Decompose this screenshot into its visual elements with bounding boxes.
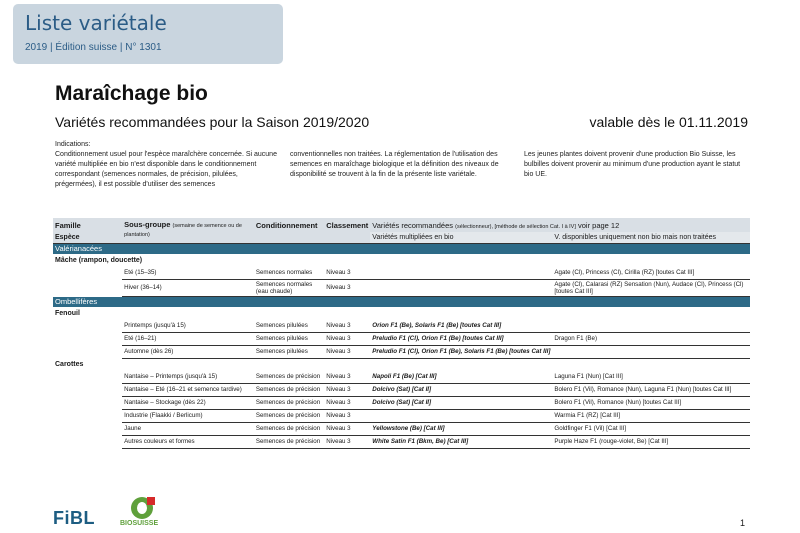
section-row bbox=[53, 243, 750, 254]
cell-conditionnement: Semences pilulées bbox=[254, 319, 324, 332]
cell-bio bbox=[370, 279, 552, 296]
cell-sous-groupe: Nantaise – Stockage (dès 22) bbox=[122, 396, 254, 409]
cell-bio: Dolcivo (Sat) [Cat II] bbox=[370, 383, 552, 396]
cell-conditionnement: Semences de précision bbox=[254, 435, 324, 448]
cell-sous-groupe: Eté (16–21) bbox=[122, 332, 254, 345]
group-row bbox=[53, 358, 750, 370]
table-row bbox=[53, 383, 750, 396]
table-row bbox=[53, 279, 750, 296]
cell-classement: Niveau 3 bbox=[324, 319, 370, 332]
cell-non-bio: Agate (Cl), Calarasi (RZ) Sensation (Nun), Audace (Cl), Princess (Cl) [toutes Cat III] bbox=[552, 279, 750, 296]
document-title: Liste variétale bbox=[25, 11, 167, 35]
table-row bbox=[53, 319, 750, 332]
page-number: 1 bbox=[739, 518, 745, 528]
header-non-bio: V. disponibles uniquement non bio mais non traitées bbox=[552, 232, 750, 243]
cell-sous-groupe: Nantaise – Printemps (jusqu'à 15) bbox=[122, 370, 254, 383]
cell-bio: Preludio F1 (Cl), Orion F1 (Be), Solaris F1 (Be) [toutes Cat III] bbox=[370, 345, 552, 358]
cell-classement: Niveau 3 bbox=[324, 383, 370, 396]
cell-conditionnement: Semences de précision bbox=[254, 383, 324, 396]
cell-classement: Niveau 3 bbox=[324, 435, 370, 448]
cell-conditionnement: Semences de précision bbox=[254, 422, 324, 435]
cell-non-bio: Agate (Cl), Princess (Cl), Cirilla (RZ) [toutes Cat III] bbox=[552, 266, 750, 279]
main-title: Maraîchage bio bbox=[55, 82, 208, 105]
cell-classement: Niveau 3 bbox=[324, 396, 370, 409]
cell-sous-groupe: Industrie (Flaakki / Berlicum) bbox=[122, 409, 254, 422]
variety-table bbox=[53, 218, 750, 449]
cell-sous-groupe: Hiver (36–14) bbox=[122, 279, 254, 296]
cell-bio: Orion F1 (Be), Solaris F1 (Be) [toutes Cat III] bbox=[370, 319, 552, 332]
season-subtitle: Variétés recommandées pour la Saison 2019/2020 bbox=[55, 114, 370, 130]
cell-non-bio: Purple Haze F1 (rouge-violet, Be) [Cat III] bbox=[552, 435, 750, 448]
section-name: Valérianacées bbox=[53, 243, 750, 254]
section-name: Ombellifères bbox=[53, 296, 750, 307]
header-conditionnement: Conditionnement bbox=[254, 218, 324, 243]
group-name: Fenouil bbox=[55, 309, 80, 317]
group-name: Mâche (rampon, doucette) bbox=[55, 256, 143, 264]
swiss-flag-icon bbox=[147, 497, 155, 505]
cell-classement: Niveau 3 bbox=[324, 345, 370, 358]
cell-non-bio: Goldfinger F1 (Vil) [Cat III] bbox=[552, 422, 750, 435]
indications-label: Indications: bbox=[55, 141, 91, 148]
table-row bbox=[53, 422, 750, 435]
cell-non-bio: Laguna F1 (Nun) [Cat III] bbox=[552, 370, 750, 383]
biosuisse-logo bbox=[120, 497, 168, 531]
cell-bio: Dolcivo (Sat) [Cat II] bbox=[370, 396, 552, 409]
cell-bio bbox=[370, 409, 552, 422]
cell-conditionnement: Semences de précision bbox=[254, 396, 324, 409]
cell-conditionnement: Semences pilulées bbox=[254, 345, 324, 358]
group-name: Carottes bbox=[55, 360, 84, 368]
table-row bbox=[53, 345, 750, 358]
fibl-logo: FiBL bbox=[53, 508, 95, 528]
cell-bio: White Satin F1 (Bkm, Be) [Cat III] bbox=[370, 435, 552, 448]
cell-non-bio bbox=[552, 319, 750, 332]
header-varietes: Variétés recommandées (sélectionneur), [méthode de sélection Cat. I à IV] voir page 12 bbox=[370, 218, 750, 232]
cell-non-bio: Bolero F1 (Vil), Romance (Nun), Laguna F1 (Nun) [toutes Cat III] bbox=[552, 383, 750, 396]
table-row bbox=[53, 266, 750, 279]
cell-non-bio: Warmia F1 (RZ) [Cat III] bbox=[552, 409, 750, 422]
indications-col-2: conventionnelles non traitées. La réglementation de l'utilisation des semences en maraîchage biologique et la définition des niveaux de disponibilité se trouvent à la fin de la présente liste variétale. bbox=[290, 151, 499, 178]
header-espece: Espèce bbox=[53, 232, 122, 243]
cell-non-bio: Bolero F1 (Vil), Romance (Nun) [toutes Cat III] bbox=[552, 396, 750, 409]
cell-sous-groupe: Jaune bbox=[122, 422, 254, 435]
cell-classement: Niveau 3 bbox=[324, 370, 370, 383]
table-row bbox=[53, 409, 750, 422]
cell-non-bio bbox=[552, 345, 750, 358]
header-famille: Famille bbox=[53, 218, 122, 232]
header-classement: Classement bbox=[324, 218, 370, 243]
cell-conditionnement: Semences normales bbox=[254, 266, 324, 279]
table-row bbox=[53, 370, 750, 383]
cell-sous-groupe: Eté (15–35) bbox=[122, 266, 254, 279]
cell-classement: Niveau 3 bbox=[324, 422, 370, 435]
group-row bbox=[53, 307, 750, 319]
table-row bbox=[53, 332, 750, 345]
cell-sous-groupe: Automne (dès 26) bbox=[122, 345, 254, 358]
table-row bbox=[53, 435, 750, 448]
cell-classement: Niveau 3 bbox=[324, 332, 370, 345]
cell-classement: Niveau 3 bbox=[324, 266, 370, 279]
cell-bio: Napoli F1 (Be) [Cat III] bbox=[370, 370, 552, 383]
section-row bbox=[53, 296, 750, 307]
cell-classement: Niveau 3 bbox=[324, 409, 370, 422]
indications-col-1: Conditionnement usuel pour l'espèce maraîchère concernée. Si aucune variété multipliée en bio n'est disponible dans le conditionnement correspondant (semences normales, de précision, pilulées, prégermées), il est possible d'utiliser des semences bbox=[55, 151, 277, 188]
cell-sous-groupe: Nantaise – Eté (16–21 et semence tardive) bbox=[122, 383, 254, 396]
header-sous-groupe: Sous-groupe (semaine de semence ou de plantation) bbox=[122, 218, 254, 243]
table-row bbox=[53, 396, 750, 409]
cell-bio: Yellowstone (Be) [Cat III] bbox=[370, 422, 552, 435]
cell-conditionnement: Semences pilulées bbox=[254, 332, 324, 345]
cell-bio: Preludio F1 (Cl), Orion F1 (Be) [toutes Cat III] bbox=[370, 332, 552, 345]
cell-conditionnement: Semences de précision bbox=[254, 370, 324, 383]
header-box bbox=[13, 4, 283, 64]
group-row bbox=[53, 254, 750, 266]
table-header-row bbox=[53, 218, 750, 232]
cell-non-bio: Dragon F1 (Be) bbox=[552, 332, 750, 345]
cell-sous-groupe: Autres couleurs et formes bbox=[122, 435, 254, 448]
biosuisse-wordmark: BIOSUISSE bbox=[120, 520, 159, 527]
cell-sous-groupe: Printemps (jusqu'à 15) bbox=[122, 319, 254, 332]
cell-bio bbox=[370, 266, 552, 279]
header-multipliees: Variétés multipliées en bio bbox=[370, 232, 552, 243]
document-edition: 2019 | Édition suisse | N° 1301 bbox=[25, 42, 162, 53]
indications-col-3: Les jeunes plantes doivent provenir d'une production Bio Suisse, les bulbilles doivent provenir au minimum d'une production ayant le statut bio UE. bbox=[524, 151, 741, 178]
valid-from: valable dès le 01.11.2019 bbox=[589, 114, 748, 130]
cell-classement: Niveau 3 bbox=[324, 279, 370, 296]
cell-conditionnement: Semences de précision bbox=[254, 409, 324, 422]
cell-conditionnement: Semences normales (eau chaude) bbox=[254, 279, 324, 296]
